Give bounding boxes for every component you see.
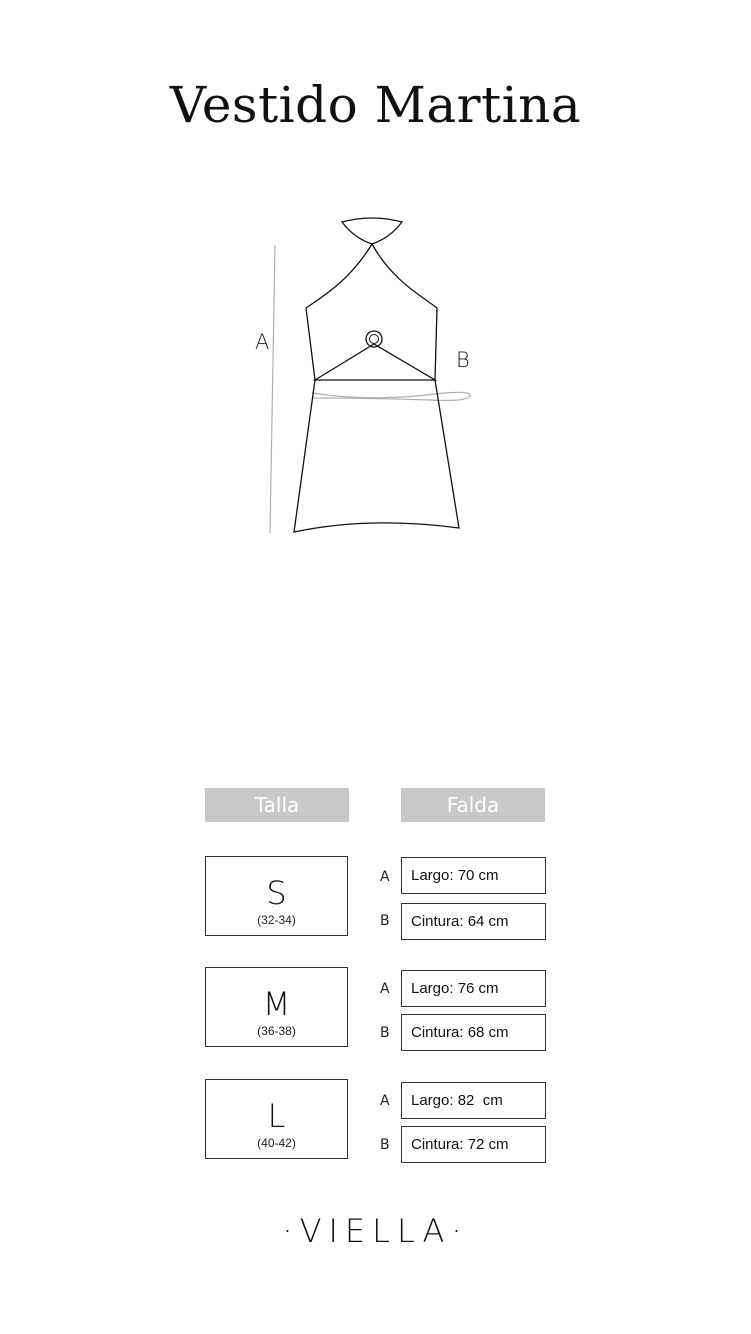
product-title: Vestido Martina — [169, 76, 582, 134]
row-letter-a: A — [380, 1093, 390, 1109]
header-size: Talla — [205, 788, 349, 822]
measure-length: Largo: 70 cm — [401, 857, 546, 894]
row-letter-b: B — [380, 1025, 390, 1041]
size-letter: S — [266, 874, 287, 912]
size-box-l — [205, 1079, 348, 1159]
length-dimension-line — [270, 245, 275, 533]
header-measure: Falda — [401, 788, 545, 822]
measure-waist: Cintura: 64 cm — [401, 903, 546, 940]
dress-diagram — [240, 210, 500, 550]
neck-strap — [342, 218, 402, 244]
size-range: (40-42) — [257, 1136, 296, 1150]
front-cutout — [315, 344, 435, 380]
bodice-outline — [306, 244, 437, 380]
measure-length: Largo: 82 cm — [401, 1082, 546, 1119]
measure-waist: Cintura: 68 cm — [401, 1014, 546, 1051]
row-letter-a: A — [380, 869, 390, 885]
measure-waist: Cintura: 72 cm — [401, 1126, 546, 1163]
brand-logo: ·VIELLA· — [282, 1212, 469, 1250]
row-letter-b: B — [380, 913, 390, 929]
size-box-m — [205, 967, 348, 1047]
size-letter: L — [267, 1097, 286, 1135]
size-range: (36-38) — [257, 1024, 296, 1038]
size-box-s — [205, 856, 348, 936]
size-letter: M — [262, 985, 291, 1023]
dimension-label-b: B — [456, 348, 470, 372]
dimension-label-a: A — [255, 330, 270, 354]
waist-dimension-loop — [312, 392, 470, 400]
row-letter-b: B — [380, 1137, 390, 1153]
size-range: (32-34) — [257, 913, 296, 927]
row-letter-a: A — [380, 981, 390, 997]
measure-length: Largo: 76 cm — [401, 970, 546, 1007]
skirt-outline — [294, 380, 459, 532]
